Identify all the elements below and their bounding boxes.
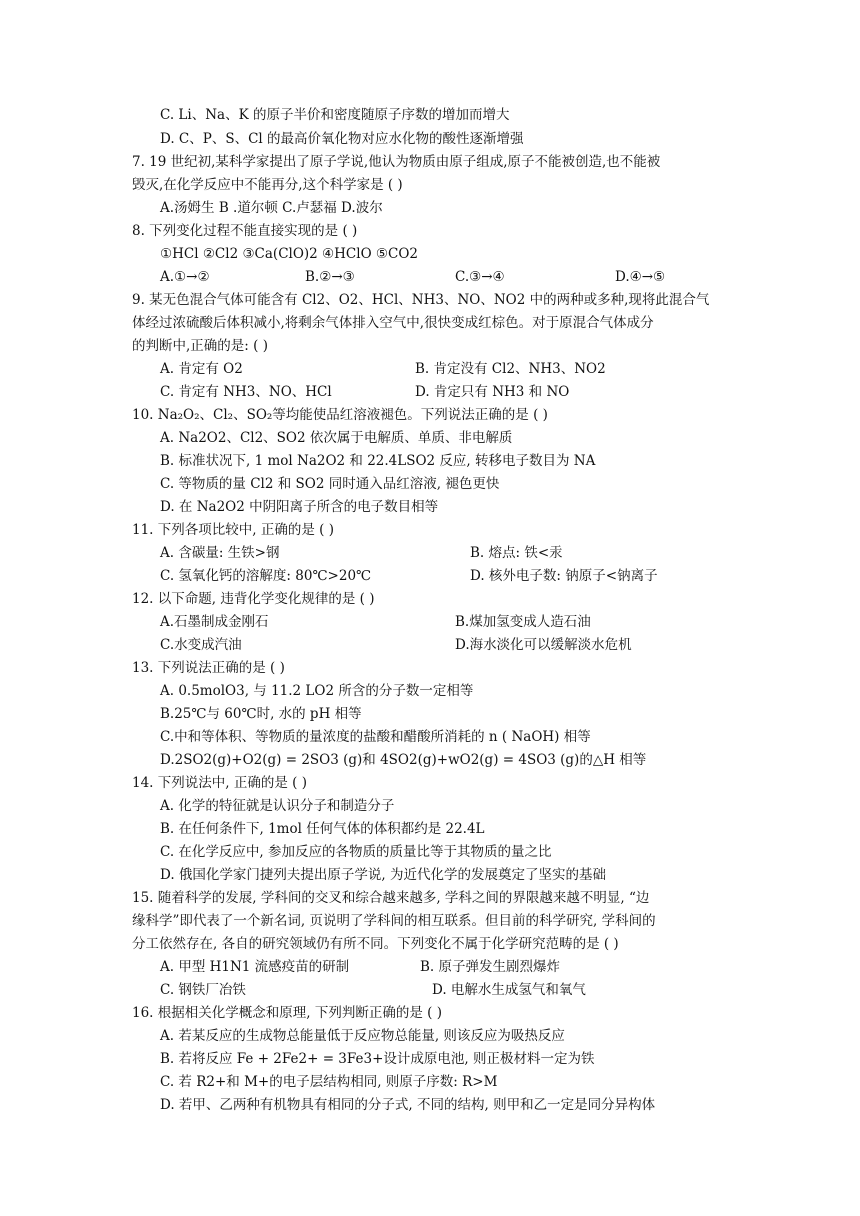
q16-option-d: D. 若甲、乙两种有机物具有相同的分子式, 不同的结构, 则甲和乙一定是同分异构体 xyxy=(160,1097,656,1113)
q8-items: ①HCl ②Cl2 ③Ca(ClO)2 ④HClO ⑤CO2 xyxy=(160,246,419,262)
q14-stem: 14. 下列说法中, 正确的是 ( ) xyxy=(132,775,307,791)
q12-option-b: B.煤加氢变成人造石油 xyxy=(455,614,591,630)
q9-option-c: C. 肯定有 NH3、NO、HCl xyxy=(160,384,332,400)
q10-option-b: B. 标准状况下, 1 mol Na2O2 和 22.4LSO2 反应, 转移电子数目为 NA xyxy=(160,453,596,469)
q14-option-a: A. 化学的特征就是认识分子和制造分子 xyxy=(160,798,395,814)
q10-option-d: D. 在 Na2O2 中阴阳离子所含的电子数目相等 xyxy=(160,499,439,515)
q6-option-c: C. Li、Na、K 的原子半价和密度随原子序数的增加而增大 xyxy=(160,107,510,123)
q13-stem: 13. 下列说法正确的是 ( ) xyxy=(132,660,285,676)
q14-option-c: C. 在化学反应中, 参加反应的各物质的质量比等于其物质的量之比 xyxy=(160,844,552,860)
q9-stem-end: 的判断中,正确的是: ( ) xyxy=(132,338,268,354)
q13-option-a: A. 0.5molO3, 与 11.2 LO2 所含的分子数一定相等 xyxy=(160,683,474,699)
q14-option-d: D. 俄国化学家门捷列夫提出原子学说, 为近代化学的发展奠定了坚实的基础 xyxy=(160,867,607,883)
q12-option-c: C.水变成汽油 xyxy=(160,637,242,653)
q15-stem: 15. 随着科学的发展, 学科间的交叉和综合越来越多, 学科之间的界限越来越不明显, “边 xyxy=(132,890,650,906)
q8-option-a: A.①→② xyxy=(160,269,210,285)
q15-option-b: B. 原子弹发生剧烈爆炸 xyxy=(420,959,561,975)
q11-option-a: A. 含碳量: 生铁>钢 xyxy=(160,545,280,561)
q13-option-d: D.2SO2(g)+O2(g) = 2SO3 (g)和 4SO2(g)+wO2(g) = 4SO3 (g)的△H 相等 xyxy=(160,752,647,768)
q8-stem: 8. 下列变化过程不能直接实现的是 ( ) xyxy=(132,223,358,239)
q9-stem-cont: 体经过浓硫酸后体积减小,将剩余气体排入空气中,很快变成红棕色。对于原混合气体成分 xyxy=(132,315,654,331)
q10-stem: 10. Na₂O₂、Cl₂、SO₂等均能使品红溶液褪色。下列说法正确的是 ( ) xyxy=(132,407,548,423)
q10-option-a: A. Na2O2、Cl2、SO2 依次属于电解质、单质、非电解质 xyxy=(160,430,513,446)
q7-options: A.汤姆生 B .道尔顿 C.卢瑟福 D.波尔 xyxy=(160,200,383,216)
q11-option-c: C. 氢氧化钙的溶解度: 80℃>20℃ xyxy=(160,568,372,584)
q12-stem: 12. 以下命题, 违背化学变化规律的是 ( ) xyxy=(132,591,375,607)
q12-option-a: A.石墨制成金刚石 xyxy=(160,614,269,630)
q15-option-d: D. 电解水生成氢气和氧气 xyxy=(432,982,586,998)
q15-stem-end: 分工依然存在, 各自的研究领域仍有所不同。下列变化不属于化学研究范畴的是 ( ) xyxy=(132,936,619,952)
q13-option-b: B.25℃与 60℃时, 水的 pH 相等 xyxy=(160,706,362,722)
q11-option-b: B. 熔点: 铁<汞 xyxy=(470,545,563,561)
q15-option-c: C. 钢铁厂冶铁 xyxy=(160,982,246,998)
q15-option-a: A. 甲型 H1N1 流感疫苗的研制 xyxy=(160,959,350,975)
q11-option-d: D. 核外电子数: 钠原子<钠离子 xyxy=(470,568,658,584)
q9-option-a: A. 肯定有 O2 xyxy=(160,361,243,377)
q12-option-d: D.海水淡化可以缓解淡水危机 xyxy=(455,637,632,653)
q6-option-d: D. C、P、S、Cl 的最高价氧化物对应水化物的酸性逐渐增强 xyxy=(160,131,524,147)
q8-option-c: C.③→④ xyxy=(455,269,505,285)
q9-option-d: D. 肯定只有 NH3 和 NO xyxy=(415,384,570,400)
q16-option-c: C. 若 R2+和 M+的电子层结构相同, 则原子序数: R>M xyxy=(160,1074,498,1090)
q13-option-c: C.中和等体积、等物质的量浓度的盐酸和醋酸所消耗的 n ( NaOH) 相等 xyxy=(160,729,591,745)
q16-option-b: B. 若将反应 Fe + 2Fe2+ = 3Fe3+设计成原电池, 则正极材料一定为铁 xyxy=(160,1051,595,1067)
q16-option-a: A. 若某反应的生成物总能量低于反应物总能量, 则该反应为吸热反应 xyxy=(160,1028,565,1044)
q8-option-d: D.④→⑤ xyxy=(615,269,666,285)
q7-stem: 7. 19 世纪初,某科学家提出了原子学说,他认为物质由原子组成,原子不能被创造,也不能被 xyxy=(132,154,661,170)
q15-stem-cont: 缘科学”即代表了一个新名词, 页说明了学科间的相互联系。但目前的科学研究, 学科间的 xyxy=(132,913,656,929)
q9-stem: 9. 某无色混合气体可能含有 Cl2、O2、HCl、NH3、NO、NO2 中的两种或多种,现将此混合气 xyxy=(132,292,710,308)
q10-option-c: C. 等物质的量 Cl2 和 SO2 同时通入品红溶液, 褪色更快 xyxy=(160,476,500,492)
q14-option-b: B. 在任何条件下, 1mol 任何气体的体积都约是 22.4L xyxy=(160,821,485,837)
q8-option-b: B.②→③ xyxy=(305,269,355,285)
q11-stem: 11. 下列各项比较中, 正确的是 ( ) xyxy=(132,522,334,538)
q16-stem: 16. 根据相关化学概念和原理, 下列判断正确的是 ( ) xyxy=(132,1005,442,1021)
q7-stem-cont: 毁灭,在化学反应中不能再分,这个科学家是 ( ) xyxy=(132,177,403,193)
q9-option-b: B. 肯定没有 Cl2、NH3、NO2 xyxy=(415,361,606,377)
